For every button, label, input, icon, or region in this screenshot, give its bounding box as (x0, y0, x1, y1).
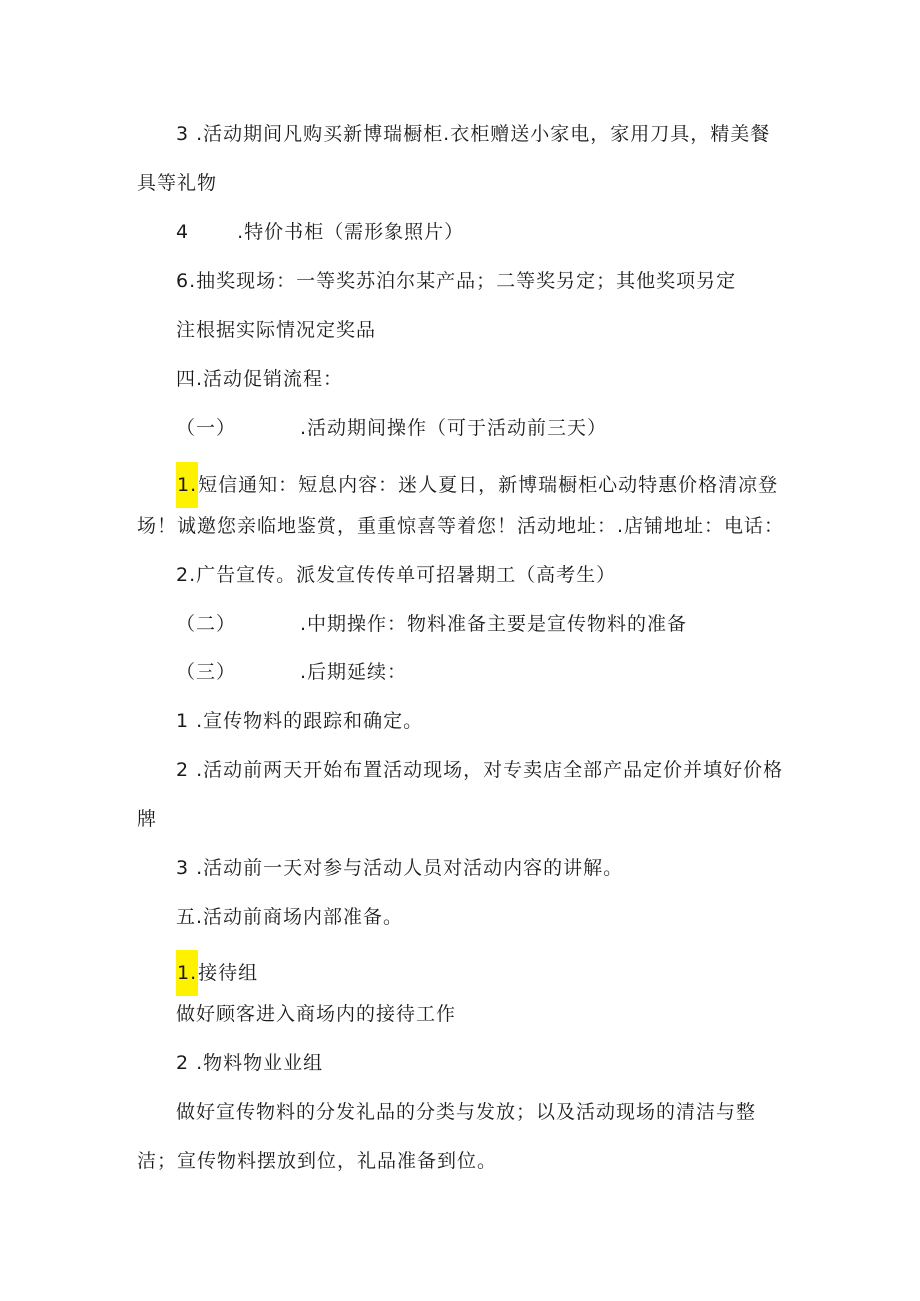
paragraph-advertising: 2.广告宣传。派发宣传传单可招暑期工（高考生） (176, 564, 617, 586)
reception-group-text: 接待组 (198, 962, 259, 984)
paragraph-sms-line2: 场！诚邀您亲临地鉴赏，重重惊喜等着您！活动地址：.店铺地址：电话： (137, 515, 785, 537)
highlighted-number: 1. (176, 462, 198, 508)
paragraph-followup-2-line2: 牌 (137, 808, 158, 830)
paragraph-materials-duty-line1: 做好宣传物料的分发礼品的分类与发放；以及活动现场的清洁与整 (176, 1101, 757, 1123)
sms-text: 短信通知：短息内容：迷人夏日，新博瑞橱柜心动特惠价格清凉登 (198, 474, 779, 496)
item-4-text: .特价书柜（需形象照片） (237, 221, 465, 243)
section-heading-4: 四.活动促销流程： (176, 368, 344, 390)
subsection-2 (176, 609, 687, 639)
paragraph-materials-group: 2 .物料物业业组 (176, 1052, 324, 1074)
paragraph-followup-1: 1 .宣传物料的跟踪和确定。 (176, 710, 424, 732)
paragraph-note: 注根据实际情况定奖品 (176, 319, 377, 341)
subsection-1-text: .活动期间操作（可于活动前三天） (300, 417, 608, 439)
paragraph-reception-group (176, 950, 258, 996)
highlighted-number: 1. (176, 950, 198, 996)
subsection-3-number: （三） (176, 661, 237, 683)
subsection-1-number: （一） (176, 417, 237, 439)
subsection-2-text: .中期操作：物料准备主要是宣传物料的准备 (300, 613, 688, 635)
section-heading-5: 五.活动前商场内部准备。 (176, 906, 404, 928)
paragraph-followup-3: 3 .活动前一天对参与活动人员对活动内容的讲解。 (176, 857, 624, 879)
subsection-1 (176, 413, 607, 443)
subsection-2-number: （二） (176, 613, 237, 635)
item-4-number: 4 (176, 221, 190, 243)
paragraph-item-4 (176, 217, 464, 247)
paragraph-sms-line1 (176, 462, 778, 508)
paragraph-item-3-line1: 3 .活动期间凡购买新博瑞橱柜.衣柜赠送小家电，家用刀具，精美餐 (176, 123, 771, 145)
subsection-3-text: .后期延续： (300, 661, 408, 683)
paragraph-materials-duty-line2: 洁；宣传物料摆放到位，礼品准备到位。 (137, 1150, 498, 1172)
paragraph-reception-duty: 做好顾客进入商场内的接待工作 (176, 1003, 457, 1025)
paragraph-item-6: 6.抽奖现场：一等奖苏泊尔某产品；二等奖另定；其他奖项另定 (176, 270, 737, 292)
subsection-3 (176, 657, 407, 687)
paragraph-followup-2-line1: 2 .活动前两天开始布置活动现场，对专卖店全部产品定价并填好价格 (176, 759, 784, 781)
paragraph-item-3-line2: 具等礼物 (137, 172, 218, 194)
